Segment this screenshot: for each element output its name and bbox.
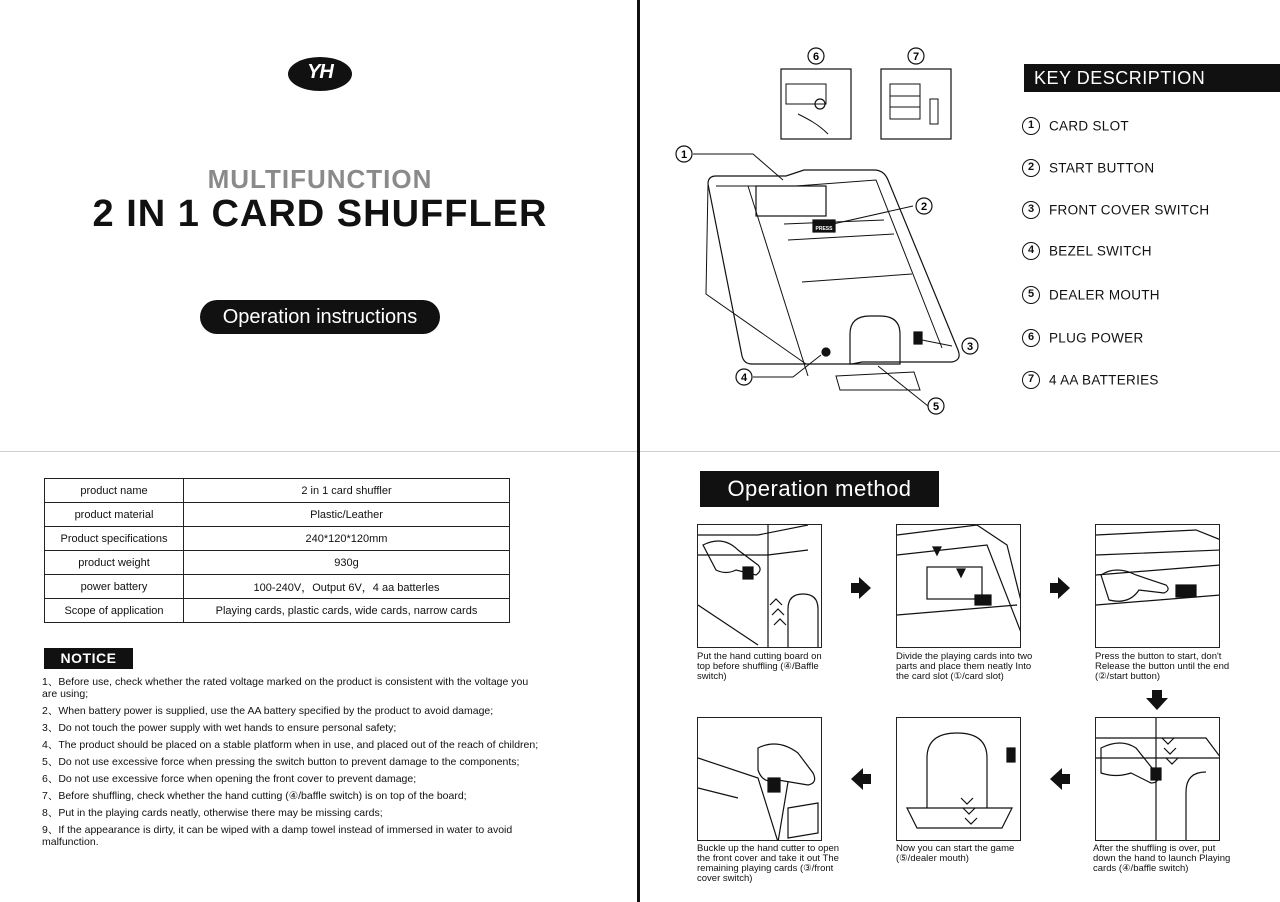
cover-subtitle: MULTIFUNCTION xyxy=(207,164,433,194)
spec-value: 930g xyxy=(184,551,510,575)
notice-item: 6、Do not use excessive force when opening the front cover to prevent damage; xyxy=(42,773,417,785)
notice-item: 1、Before use, check whether the rated voltage marked on the product is consistent with the voltage you are using; xyxy=(42,676,529,700)
left-fold-line xyxy=(0,451,637,452)
spec-table xyxy=(44,478,510,623)
step-6-illustration xyxy=(697,717,822,841)
step-6-caption: Buckle up the hand cutter to open the front cover and take it out The remaining playing cards (③/front cover switch) xyxy=(697,843,840,884)
cover-title: 2 IN 1 CARD SHUFFLER xyxy=(92,193,548,235)
key-item xyxy=(1022,200,1209,220)
spec-value: 240*120*120mm xyxy=(184,527,510,551)
arrow-left-icon xyxy=(1050,768,1070,790)
callout-4: 4 xyxy=(740,372,748,384)
step-2-illustration xyxy=(896,524,1021,648)
step-4-caption: After the shuffling is over, put down the hand to launch Playing cards (④/baffle switch) xyxy=(1093,843,1231,874)
key-number: 4 xyxy=(1022,242,1040,260)
spec-key: Product specifications xyxy=(45,527,184,551)
step-5-illustration xyxy=(896,717,1021,841)
key-number: 2 xyxy=(1022,159,1040,177)
shuffler-diagram xyxy=(668,44,998,424)
key-description-heading: KEY DESCRIPTION xyxy=(1024,64,1280,92)
arrow-down-icon xyxy=(1146,690,1168,710)
key-item xyxy=(1022,116,1129,136)
table-row xyxy=(45,479,510,503)
key-label: DEALER MOUTH xyxy=(1049,287,1160,303)
notice-item: 4、The product should be placed on a stable platform when in use, and placed out of the reach of children; xyxy=(42,739,539,751)
notice-item: 5、Do not use excessive force when pressing the switch button to prevent damage to the components; xyxy=(42,756,520,768)
callout-3: 3 xyxy=(966,341,974,353)
step-3-illustration xyxy=(1095,524,1220,648)
step-1-caption: Put the hand cutting board on top before shuffling (④/Baffle switch) xyxy=(697,651,822,682)
notice-heading: NOTICE xyxy=(44,648,133,669)
step-3-caption: Press the button to start, don't Release the button until the end (②/start button) xyxy=(1095,651,1230,682)
notice-list xyxy=(42,676,542,853)
notice-item: 2、When battery power is supplied, use the AA battery specified by the product to avoid damage; xyxy=(42,705,494,717)
key-label: BEZEL SWITCH xyxy=(1049,243,1152,259)
key-item xyxy=(1022,370,1159,390)
key-label: CARD SLOT xyxy=(1049,118,1129,134)
callout-1: 1 xyxy=(680,149,688,161)
table-row xyxy=(45,599,510,623)
arrow-left-icon xyxy=(851,768,871,790)
spec-value: Plastic/Leather xyxy=(184,503,510,527)
press-button-text: PRESS xyxy=(815,226,833,232)
step-2-caption: Divide the playing cards into two parts and place them neatly Into the card slot (①/card slot) xyxy=(896,651,1033,682)
spec-value: Playing cards, plastic cards, wide cards, narrow cards xyxy=(184,599,510,623)
table-row xyxy=(45,503,510,527)
step-5-caption: Now you can start the game (⑤/dealer mouth) xyxy=(896,843,1015,864)
notice-item: 7、Before shuffling, check whether the hand cutting (④/baffle switch) is on top of the board; xyxy=(42,790,467,802)
spec-value: 2 in 1 card shuffler xyxy=(184,479,510,503)
spec-value: 100-240V，Output 6V，4 aa batterles xyxy=(184,575,510,599)
key-label: PLUG POWER xyxy=(1049,330,1144,346)
callout-6: 6 xyxy=(812,51,820,63)
arrow-right-icon xyxy=(1050,577,1070,599)
key-item xyxy=(1022,241,1152,261)
logo-text: YH xyxy=(307,61,333,83)
key-number: 6 xyxy=(1022,329,1040,347)
operation-method-heading: Operation method xyxy=(700,471,939,507)
key-number: 3 xyxy=(1022,201,1040,219)
step-1-illustration xyxy=(697,524,822,648)
key-number: 7 xyxy=(1022,371,1040,389)
operation-instructions-pill: Operation instructions xyxy=(200,300,440,334)
key-item xyxy=(1022,158,1154,178)
brand-logo xyxy=(288,57,352,91)
notice-item: 3、Do not touch the power supply with wet hands to ensure personal safety; xyxy=(42,722,397,734)
key-label: START BUTTON xyxy=(1049,160,1155,176)
callout-7: 7 xyxy=(912,51,920,63)
table-row xyxy=(45,551,510,575)
key-item xyxy=(1022,328,1144,348)
table-row xyxy=(45,575,510,599)
key-label: 4 AA BATTERIES xyxy=(1049,372,1159,388)
key-item xyxy=(1022,285,1160,305)
inset-batteries xyxy=(881,69,951,139)
key-number: 1 xyxy=(1022,117,1040,135)
arrow-right-icon xyxy=(851,577,871,599)
spec-key: Scope of application xyxy=(45,599,184,623)
spec-key: product name xyxy=(45,479,184,503)
notice-item: 9、If the appearance is dirty, it can be wiped with a damp towel instead of immersed in water to avoid malfunction. xyxy=(42,824,513,848)
notice-item: 8、Put in the playing cards neatly, otherwise there may be missing cards; xyxy=(42,807,383,819)
spec-key: power battery xyxy=(45,575,184,599)
step-4-illustration xyxy=(1095,717,1220,841)
right-fold-line xyxy=(640,451,1280,452)
spec-key: product material xyxy=(45,503,184,527)
callout-2: 2 xyxy=(920,201,928,213)
key-number: 5 xyxy=(1022,286,1040,304)
key-label: FRONT COVER SWITCH xyxy=(1049,202,1210,218)
spec-key: product weight xyxy=(45,551,184,575)
table-row xyxy=(45,527,510,551)
callout-5: 5 xyxy=(932,401,940,413)
